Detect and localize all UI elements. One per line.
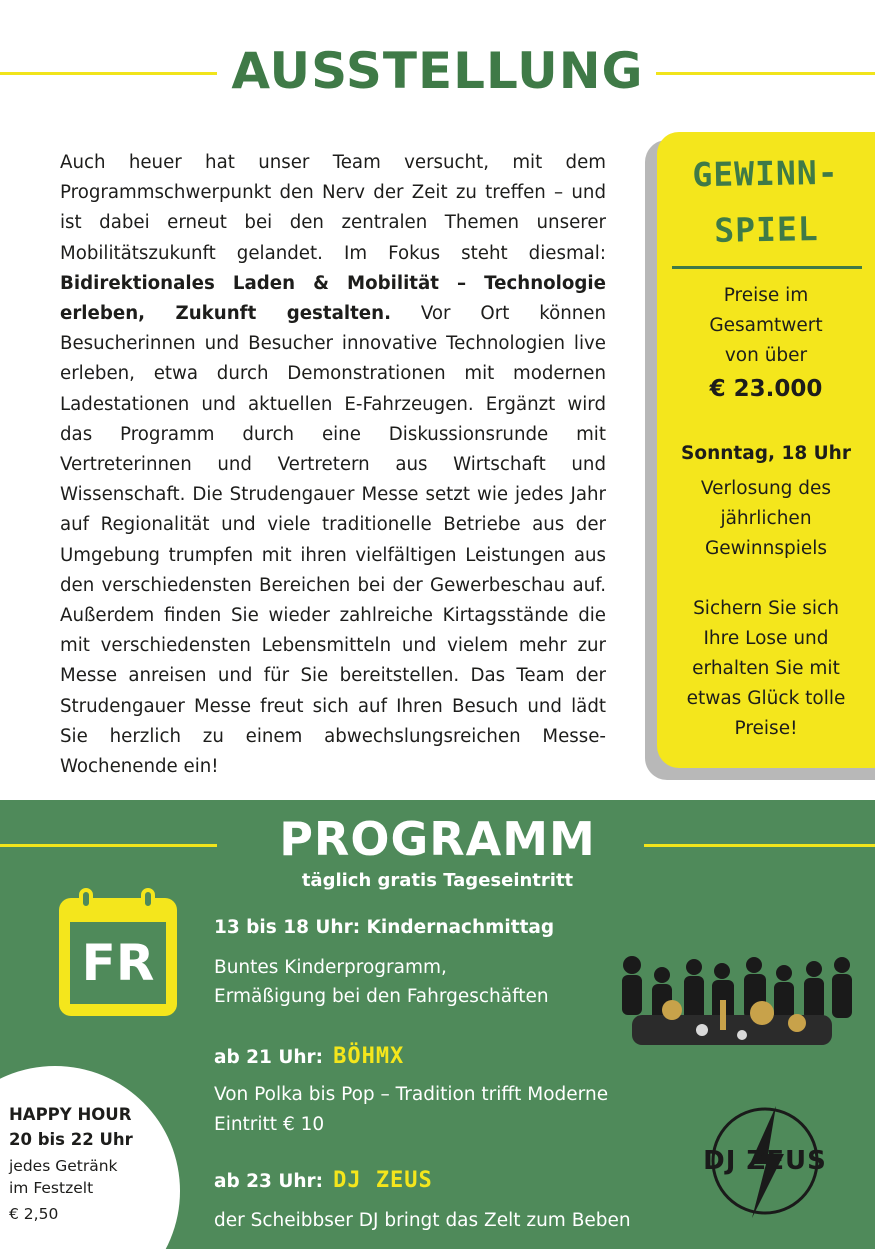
happy-hour-price: € 2,50 <box>9 1205 59 1223</box>
cta-line-3: erhalten Sie mit <box>692 658 840 679</box>
event-1-line-2: Ermäßigung bei den Fahrgeschäften <box>214 986 549 1007</box>
dj-zeus-logo-text: DJ ZEUS <box>703 1146 827 1176</box>
draw-line-1: Verlosung des <box>700 478 832 499</box>
cta-line-2: Ihre Lose und <box>703 628 829 649</box>
calendar-day: FR <box>70 922 166 1004</box>
event-1-head: 13 bis 18 Uhr: Kindernachmittag <box>214 917 555 938</box>
cta-line-1: Sichern Sie sich <box>693 598 839 619</box>
draw-line-3: Gewinnspiels <box>704 538 828 559</box>
calendar-ring-left <box>79 888 93 910</box>
event-3-header <box>214 1166 433 1197</box>
prize-amount: € 23.000 <box>709 376 823 402</box>
happy-hour-time: 20 bis 22 Uhr <box>9 1130 133 1149</box>
prize-line-3: von über <box>724 345 808 366</box>
prize-line-1: Preise im <box>723 285 809 306</box>
gewinnspiel-title <box>656 144 875 260</box>
programm-subtitle: täglich gratis Tageseintritt <box>301 870 574 891</box>
event-3-head: ab 23 Uhr: <box>214 1171 324 1192</box>
cta-line-5: Preise! <box>734 718 798 739</box>
body-intro: Auch heuer hat unser Team versucht, mit dem Programmschwerpunkt den Nerv der Zeit zu treffen – und ist dabei erneut bei den zentralen Themen unserer Mobilitätszukunft gelandet. Im Fokus steht diesmal: <box>60 152 606 264</box>
event-2-header <box>214 1042 404 1073</box>
happy-hour-title: HAPPY HOUR <box>9 1105 132 1124</box>
event-2-line-2: Eintritt € 10 <box>214 1114 325 1135</box>
calendar-icon <box>59 898 177 1016</box>
calendar-ring-right <box>141 888 155 910</box>
band-photo <box>602 935 872 1053</box>
draw-time: Sonntag, 18 Uhr <box>681 443 851 464</box>
event-2-band: BÖHMX <box>333 1044 405 1069</box>
gewinnspiel-title-line1: GEWINN- <box>692 152 839 195</box>
event-2-line-1: Von Polka bis Pop – Tradition trifft Moderne <box>214 1084 609 1105</box>
body-highlight: Bidirektionales Laden & Mobilität – Technologie erleben, Zukunft gestalten. <box>60 272 606 325</box>
event-1-line-1: Buntes Kinderprogramm, <box>214 957 447 978</box>
dj-zeus-logo <box>702 1102 828 1220</box>
section-title-ausstellung: AUSSTELLUNG <box>231 42 644 100</box>
event-3-line-1: der Scheibbser DJ bringt das Zelt zum Beben <box>214 1210 631 1231</box>
gewinnspiel-divider <box>672 266 862 269</box>
event-3-band: DJ ZEUS <box>333 1168 433 1193</box>
section-title-programm: PROGRAMM <box>279 812 596 866</box>
prize-line-2: Gesamtwert <box>709 315 823 336</box>
happy-hour-line-1: jedes Getränk <box>9 1157 118 1175</box>
event-2-head: ab 21 Uhr: <box>214 1047 324 1068</box>
body-rest: Vor Ort können Besucherinnen und Besucher innovative Technologien live erleben, etwa durch Demonstrationen mit modernen Ladestationen und aktuellen E-Fahrzeugen. Ergänzt wird das Programm durch eine Diskussionsrunde mit Vertreterinnen und Vertretern aus Wirtschaft und Wissenschaft. Die Strudengauer Messe setzt wie jedes Jahr auf Regionalität und viele traditionelle Betriebe aus der Umgebung trumpfen mit ihren vielfältigen Leistungen aus den verschiedensten Bereichen bei der Gewerbeschau auf. Außerdem finden Sie wieder zahlreiche Kirtagsstände die mit verschiedensten Lebensmitteln und vielem mehr zur Messe anreisen und für Sie bereitstellen. Das Team der Strudengauer Messe freut sich auf Ihren Besuch und lädt Sie herzlich zu einem abwechslungsreichen Messe-Wochenende ein! <box>60 303 607 778</box>
happy-hour-line-2: im Festzelt <box>9 1179 94 1197</box>
ausstellung-body <box>60 148 606 782</box>
draw-line-2: jährlichen <box>720 508 812 529</box>
cta-line-4: etwas Glück tolle <box>686 688 846 709</box>
gewinnspiel-title-line2: SPIEL <box>713 209 819 250</box>
